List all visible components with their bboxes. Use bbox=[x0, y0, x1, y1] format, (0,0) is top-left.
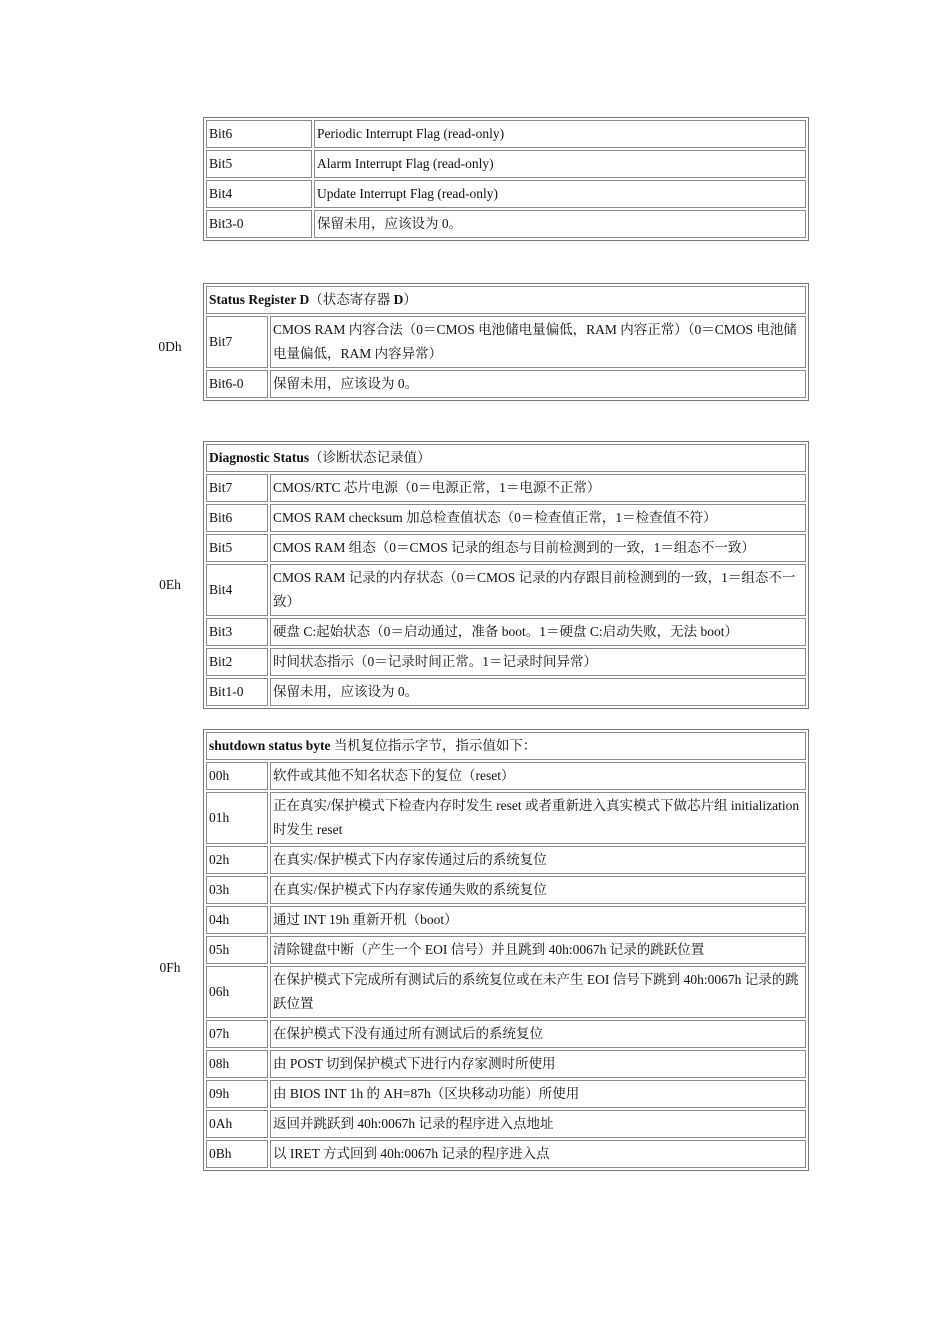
bit-cell: 05h bbox=[206, 936, 268, 964]
table-row bbox=[206, 678, 806, 706]
desc-cell: 通过 INT 19h 重新开机（boot） bbox=[270, 906, 806, 934]
bit-cell: 02h bbox=[206, 846, 268, 874]
desc-cell: Alarm Interrupt Flag (read-only) bbox=[314, 150, 806, 178]
desc-cell: Periodic Interrupt Flag (read-only) bbox=[314, 120, 806, 148]
status-register-c-table bbox=[203, 117, 809, 241]
bit-cell: 06h bbox=[206, 966, 268, 1018]
table-row bbox=[206, 846, 806, 874]
table-row bbox=[206, 120, 806, 148]
bit-cell: Bit1-0 bbox=[206, 678, 268, 706]
table-row bbox=[206, 1080, 806, 1108]
table-title: Status Register D（状态寄存器 D） bbox=[206, 286, 806, 314]
desc-cell: 保留未用，应该设为 0。 bbox=[314, 210, 806, 238]
desc-cell: CMOS RAM 内容合法（0＝CMOS 电池储电量偏低，RAM 内容正常）（0＝CMOS 电池储电量偏低，RAM 内容异常） bbox=[270, 316, 806, 368]
table-row bbox=[206, 1140, 806, 1168]
bit-cell: Bit5 bbox=[206, 150, 312, 178]
register-label-0dh: 0Dh bbox=[158, 339, 182, 354]
table-row bbox=[206, 966, 806, 1018]
table-row bbox=[206, 648, 806, 676]
table-row bbox=[206, 1110, 806, 1138]
desc-cell: CMOS RAM 记录的内存状态（0＝CMOS 记录的内存跟目前检测到的一致，1＝组态不一致） bbox=[270, 564, 806, 616]
desc-cell: 保留未用，应该设为 0。 bbox=[270, 370, 806, 398]
desc-cell: 以 IRET 方式回到 40h:0067h 记录的程序进入点 bbox=[270, 1140, 806, 1168]
register-label-0eh: 0Eh bbox=[159, 577, 181, 592]
table-title: Diagnostic Status（诊断状态记录值） bbox=[206, 444, 806, 472]
desc-cell: CMOS RAM 组态（0＝CMOS 记录的组态与目前检测到的一致，1＝组态不一致） bbox=[270, 534, 806, 562]
table-row bbox=[206, 370, 806, 398]
table-header-row bbox=[206, 444, 806, 472]
table-header-row bbox=[206, 732, 806, 760]
desc-cell: 清除键盘中断（产生一个 EOI 信号）并且跳到 40h:0067h 记录的跳跃位置 bbox=[270, 936, 806, 964]
table-row bbox=[206, 564, 806, 616]
bit-cell: 09h bbox=[206, 1080, 268, 1108]
bit-cell: Bit5 bbox=[206, 534, 268, 562]
bit-cell: Bit3 bbox=[206, 618, 268, 646]
shutdown-status-table bbox=[203, 729, 809, 1171]
table-row bbox=[206, 1020, 806, 1048]
bit-cell: 03h bbox=[206, 876, 268, 904]
bit-cell: Bit4 bbox=[206, 564, 268, 616]
bit-cell: Bit3-0 bbox=[206, 210, 312, 238]
bit-cell: Bit6 bbox=[206, 504, 268, 532]
bit-cell: 07h bbox=[206, 1020, 268, 1048]
table-row bbox=[206, 180, 806, 208]
desc-cell: Update Interrupt Flag (read-only) bbox=[314, 180, 806, 208]
desc-cell: 在真实/保护模式下内存家传通失败的系统复位 bbox=[270, 876, 806, 904]
table-row bbox=[206, 504, 806, 532]
table-row bbox=[206, 762, 806, 790]
bit-cell: Bit6 bbox=[206, 120, 312, 148]
bit-cell: Bit6-0 bbox=[206, 370, 268, 398]
desc-cell: CMOS RAM checksum 加总检查值状态（0＝检查值正常，1＝检查值不符） bbox=[270, 504, 806, 532]
register-label-0fh: 0Fh bbox=[159, 960, 181, 975]
table-row bbox=[206, 316, 806, 368]
desc-cell: 正在真实/保护模式下检查内存时发生 reset 或者重新进入真实模式下做芯片组 initialization 时发生 reset bbox=[270, 792, 806, 844]
bit-cell: 08h bbox=[206, 1050, 268, 1078]
desc-cell: 保留未用，应该设为 0。 bbox=[270, 678, 806, 706]
table-row bbox=[206, 474, 806, 502]
desc-cell: 在保护模式下没有通过所有测试后的系统复位 bbox=[270, 1020, 806, 1048]
bit-cell: Bit4 bbox=[206, 180, 312, 208]
table-row bbox=[206, 876, 806, 904]
bit-cell: Bit7 bbox=[206, 474, 268, 502]
bit-cell: 00h bbox=[206, 762, 268, 790]
desc-cell: 软件或其他不知名状态下的复位（reset） bbox=[270, 762, 806, 790]
desc-cell: 在真实/保护模式下内存家传通过后的系统复位 bbox=[270, 846, 806, 874]
table-row bbox=[206, 792, 806, 844]
bit-cell: 0Bh bbox=[206, 1140, 268, 1168]
table-title: shutdown status byte 当机复位指示字节，指示值如下： bbox=[206, 732, 806, 760]
table-row bbox=[206, 210, 806, 238]
desc-cell: CMOS/RTC 芯片电源（0＝电源正常，1＝电源不正常） bbox=[270, 474, 806, 502]
table-header-row bbox=[206, 286, 806, 314]
table-row bbox=[206, 936, 806, 964]
table-row bbox=[206, 150, 806, 178]
bit-cell: 01h bbox=[206, 792, 268, 844]
bit-cell: Bit7 bbox=[206, 316, 268, 368]
diagnostic-status-table bbox=[203, 441, 809, 709]
desc-cell: 返回并跳跃到 40h:0067h 记录的程序进入点地址 bbox=[270, 1110, 806, 1138]
desc-cell: 在保护模式下完成所有测试后的系统复位或在未产生 EOI 信号下跳到 40h:0067h 记录的跳跃位置 bbox=[270, 966, 806, 1018]
bit-cell: 04h bbox=[206, 906, 268, 934]
bit-cell: Bit2 bbox=[206, 648, 268, 676]
desc-cell: 由 POST 切到保护模式下进行内存家测时所使用 bbox=[270, 1050, 806, 1078]
desc-cell: 时间状态指示（0＝记录时间正常。1＝记录时间异常） bbox=[270, 648, 806, 676]
table-row bbox=[206, 618, 806, 646]
table-row bbox=[206, 534, 806, 562]
status-register-d-table bbox=[203, 283, 809, 401]
table-row bbox=[206, 1050, 806, 1078]
table-row bbox=[206, 906, 806, 934]
bit-cell: 0Ah bbox=[206, 1110, 268, 1138]
desc-cell: 硬盘 C:起始状态（0＝启动通过，准备 boot。1＝硬盘 C:启动失败，无法 boot） bbox=[270, 618, 806, 646]
desc-cell: 由 BIOS INT 1h 的 AH=87h（区块移动功能）所使用 bbox=[270, 1080, 806, 1108]
